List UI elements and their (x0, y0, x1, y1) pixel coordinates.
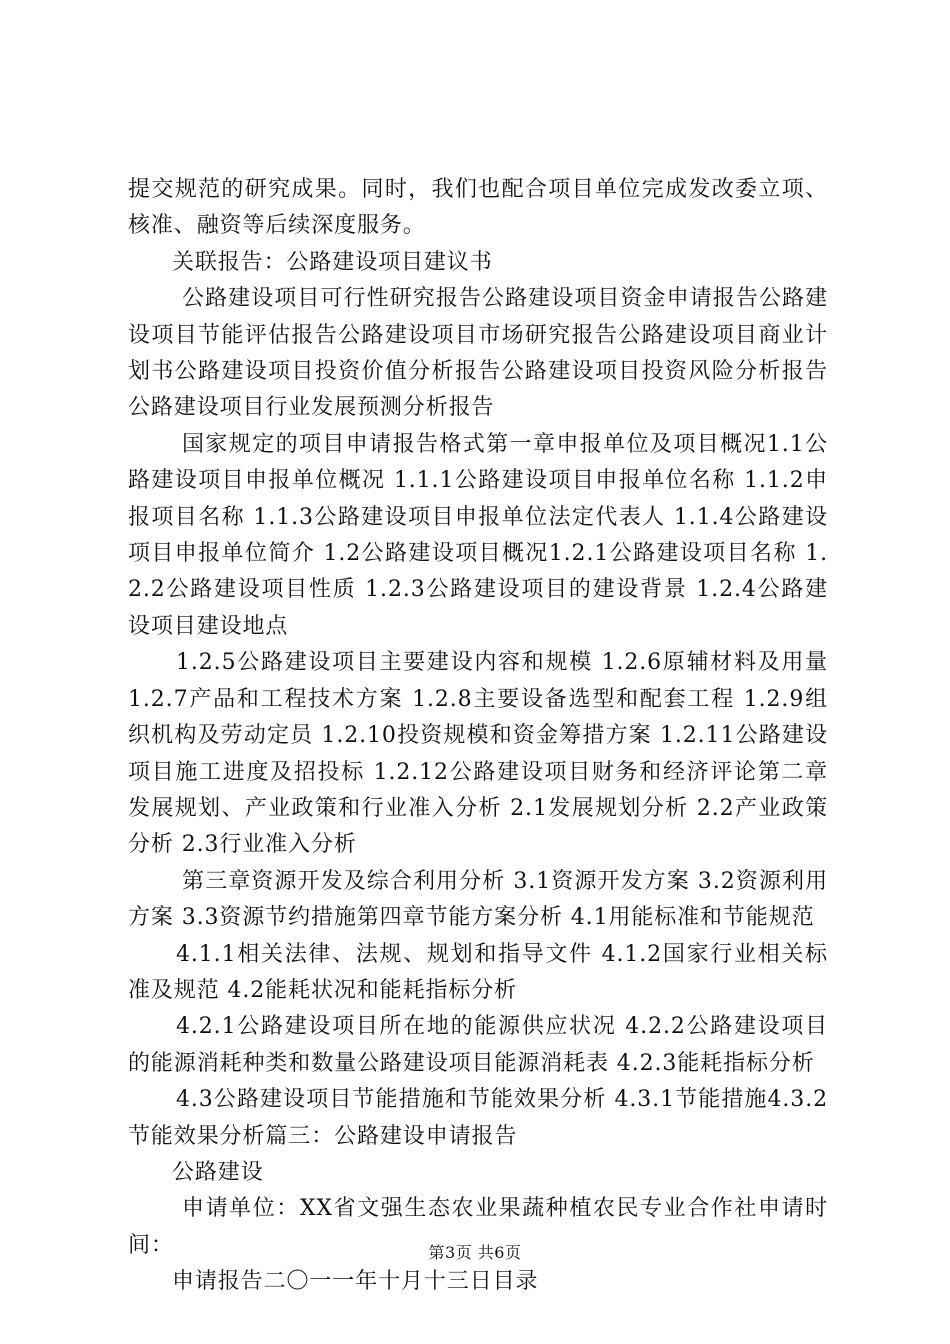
paragraph-section-4-2-1: 4.2.1公路建设项目所在地的能源供应状况 4.2.2公路建设项目的能源消耗种类和数量公路建设项目能源消耗表 4.2.3能耗指标分析 (128, 1014, 828, 1076)
document-body (128, 172, 828, 1301)
paragraph-continuation: 提交规范的研究成果。同时，我们也配合项目单位完成发改委立项、核准、融资等后续深度服务。 (128, 177, 828, 239)
page-footer: 第3页 共6页 (428, 1243, 522, 1262)
paragraph-section-1-2-5: 1.2.5公路建设项目主要建设内容和规模 1.2.6原辅材料及用量 1.2.7产品和工程技术方案 1.2.8主要设备选型和配套工程 1.2.9组织机构及劳动定员 1.2.10投资规模和资金筹措方案 1.2.11公路建设项目施工进度及招投标 1.2.12公路建设项目财务和经济评论第二章发展规划、产业政策和行业准入分析 2.1发展规划分析 2.2产业政策分析 2.3行业准入分析 (128, 650, 828, 858)
paragraph-report-date: 申请报告二〇一一年十月十三日目录 (172, 1269, 539, 1295)
paragraph-section-4-1-1: 4.1.1相关法律、法规、规划和指导文件 4.1.2国家行业相关标准及规范 4.2能耗状况和能耗指标分析 (128, 941, 828, 1003)
paragraph-chapter-three: 第三章资源开发及综合利用分析 3.1资源开发方案 3.2资源利用方案 3.3资源节约措施第四章节能方案分析 4.1用能标准和节能规范 (128, 868, 828, 931)
paragraph-section-4-3: 4.3公路建设项目节能措施和节能效果分析 4.3.1节能措施4.3.2节能效果分析篇三：公路建设申请报告 (128, 1087, 828, 1149)
paragraph-road-construction: 公路建设 (172, 1159, 264, 1185)
paragraph-related-report: 关联报告：公路建设项目建议书 (172, 249, 493, 275)
paragraph-applicant: 申请单位：XX省文强生态农业果蔬种植农民专业合作社申请时间： (128, 1196, 828, 1258)
paragraph-report-list: 公路建设项目可行性研究报告公路建设项目资金申请报告公路建设项目节能评估报告公路建设项目市场研究报告公路建设项目商业计划书公路建设项目投资价值分析报告公路建设项目投资风险分析报告公路建设项目行业发展预测分析报告 (128, 286, 828, 421)
paragraph-format-chapter-one: 国家规定的项目申请报告格式第一章申报单位及项目概况1.1公路建设项目申报单位概况 1.1.1公路建设项目申报单位名称 1.1.2申报项目名称 1.1.3公路建设项目申报单位法定代表人 1.1.4公路建设项目申报单位简介 1.2公路建设项目概况1.2.1公路建设项目名称 1.2.2公路建设项目性质 1.2.3公路建设项目的建设背景 1.2.4公路建设项目建设地点 (128, 431, 828, 639)
